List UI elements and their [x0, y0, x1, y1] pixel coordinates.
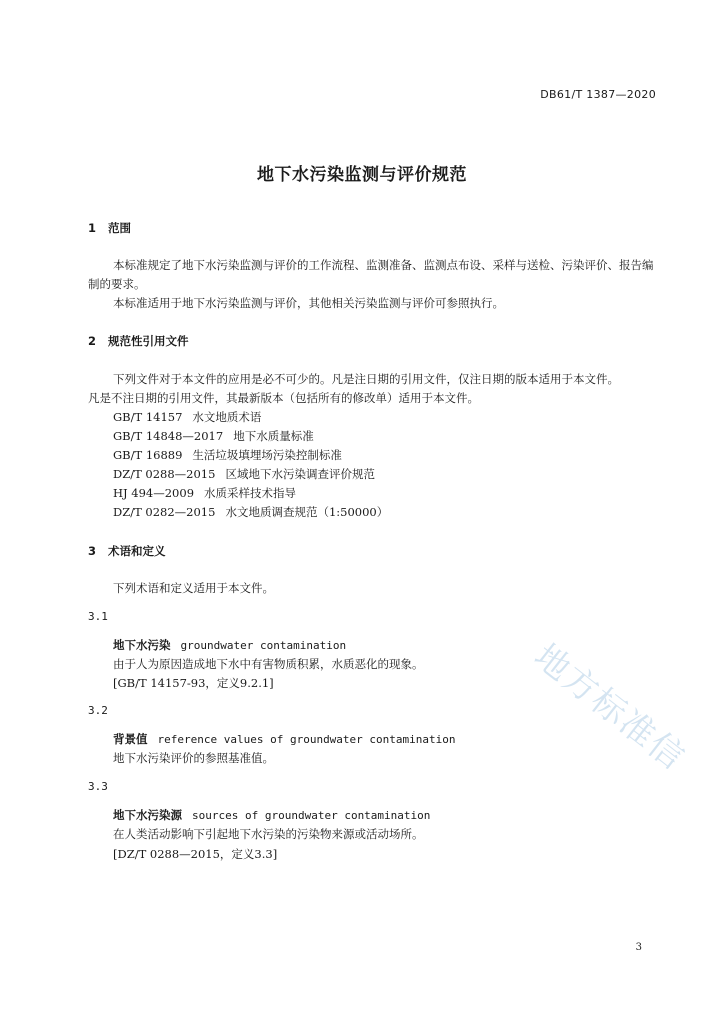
term-english: sources of groundwater contamination [192, 809, 431, 822]
section-2-number: 2 [88, 334, 97, 348]
reference-name: 地下水质量标准 [233, 429, 314, 443]
term-definition: 在人类活动影响下引起地下水污染的污染物来源或活动场所。 [113, 827, 424, 841]
term-source: [GB/T 14157-93，定义9.2.1] [113, 676, 274, 690]
term-english: reference values of groundwater contamination [157, 733, 456, 746]
reference-id: HJ 494—2009 [113, 486, 195, 500]
reference-name: 水文地质调查规范（1:50000） [225, 505, 389, 519]
term-definition: 地下水污染评价的参照基准值。 [113, 751, 274, 765]
section-1-heading [88, 220, 131, 236]
standard-code: DB61/T 1387—2020 [540, 88, 656, 101]
watermark: 地方标准信 [526, 636, 693, 779]
reference-name: 水文地质术语 [192, 410, 262, 424]
term-heading [113, 731, 456, 747]
reference-id: GB/T 16889 [113, 448, 183, 462]
section-3-title: 术语和定义 [108, 544, 166, 558]
page-number: 3 [635, 942, 642, 953]
reference-id: GB/T 14848—2017 [113, 429, 224, 443]
section-3-heading [88, 543, 166, 559]
section-2-intro-line-1: 下列文件对于本文件的应用是必不可少的。凡是注日期的引用文件，仅注日期的版本适用于本文件。 [113, 372, 619, 386]
reference-name: 水质采样技术指导 [204, 486, 297, 500]
section-1-paragraph-2: 本标准适用于地下水污染监测与评价，其他相关污染监测与评价可参照执行。 [113, 296, 504, 310]
reference-name: 生活垃圾填埋场污染控制标准 [192, 448, 342, 462]
section-2-title: 规范性引用文件 [108, 334, 189, 348]
reference-name: 区域地下水污染调查评价规范 [225, 467, 375, 481]
document-title: 地下水污染监测与评价规范 [257, 165, 467, 185]
reference-id: DZ/T 0282—2015 [113, 505, 216, 519]
section-2-heading [88, 333, 189, 349]
reference-item [113, 484, 296, 503]
term-chinese: 地下水污染 [113, 638, 171, 652]
section-1-paragraph-1: 本标准规定了地下水污染监测与评价的工作流程、监测准备、监测点布设、采样与送检、污染评价、报告编制的要求。 [88, 258, 654, 291]
reference-item [113, 427, 314, 446]
term-heading [113, 637, 346, 653]
reference-item [113, 503, 388, 522]
reference-id: GB/T 14157 [113, 410, 183, 424]
section-2-intro-line-2: 凡是不注日期的引用文件，其最新版本（包括所有的修改单）适用于本文件。 [88, 391, 479, 405]
term-source: [DZ/T 0288—2015，定义3.3] [113, 847, 278, 861]
term-chinese: 地下水污染源 [113, 808, 182, 822]
term-chinese: 背景值 [113, 732, 148, 746]
section-1-number: 1 [88, 221, 97, 235]
section-3-number: 3 [88, 544, 97, 558]
reference-item [113, 408, 261, 427]
term-definition: 由于人为原因造成地下水中有害物质积累，水质恶化的现象。 [113, 657, 424, 671]
reference-item [113, 446, 342, 465]
term-number: 3.2 [88, 704, 108, 717]
reference-item [113, 465, 375, 484]
term-number: 3.1 [88, 610, 108, 623]
reference-id: DZ/T 0288—2015 [113, 467, 216, 481]
term-heading [113, 807, 430, 823]
term-english: groundwater contamination [180, 639, 347, 652]
section-3-intro: 下列术语和定义适用于本文件。 [113, 581, 274, 595]
section-1-title: 范围 [108, 221, 131, 235]
term-number: 3.3 [88, 780, 108, 793]
